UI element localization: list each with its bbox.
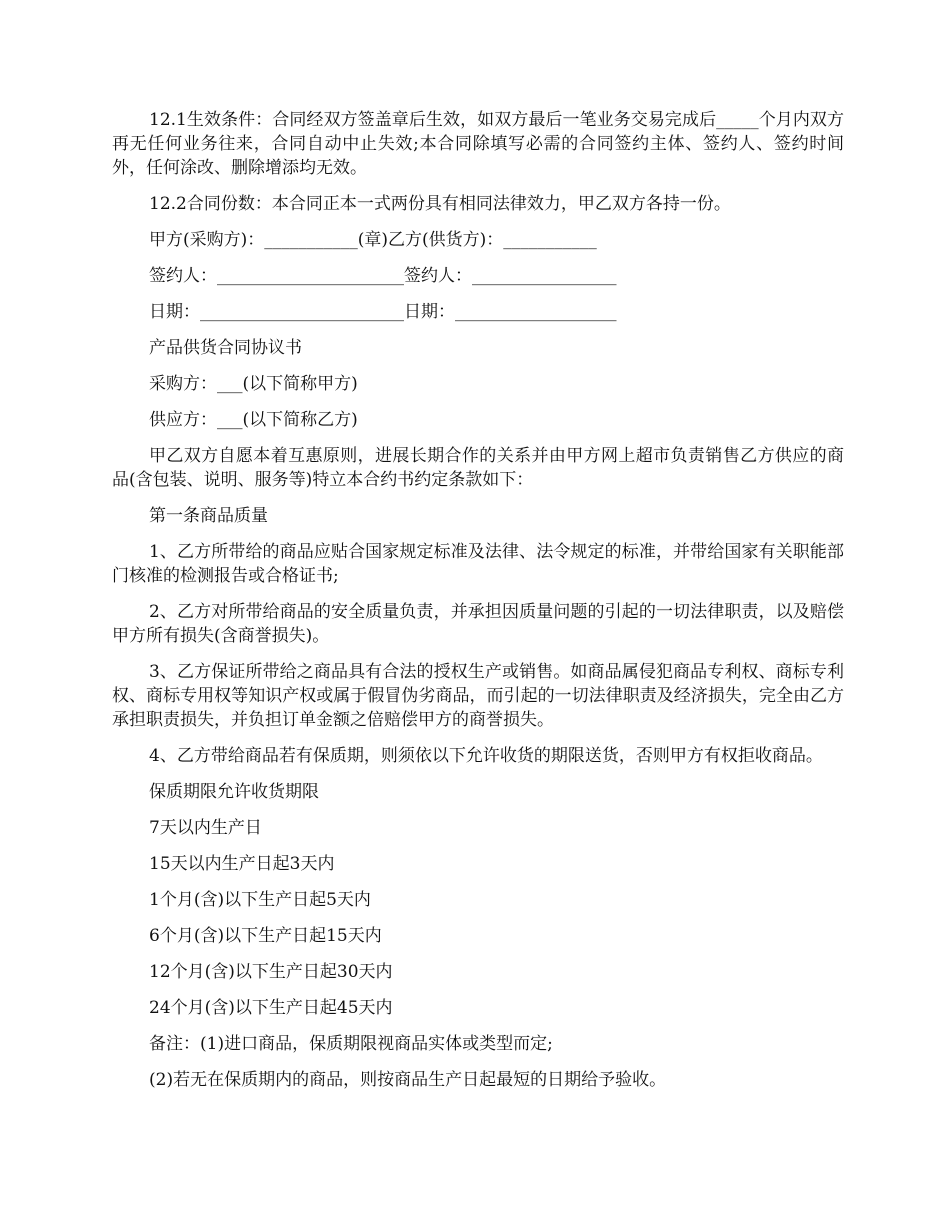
party-signature-line: 甲方(采购方)：___________(章)乙方(供货方)：___________	[149, 230, 597, 250]
date-line: 日期：________________________日期：___________________	[149, 302, 617, 322]
quality-item-2: 2、乙方对所带给商品的安全质量负责，并承担因质量问题的引起的一切法律职责，以及赔偿甲方所有损失(含商誉损失)。	[112, 602, 844, 646]
agreement-title: 产品供货合同协议书	[149, 338, 302, 358]
shelf-life-row: 24个月(含)以下生产日起45天内	[149, 998, 393, 1018]
shelf-life-header: 保质期限允许收货期限	[149, 782, 319, 802]
quality-item-4: 4、乙方带给商品若有保质期，则须依以下允许收货的期限送货，否则甲方有权拒收商品。	[149, 746, 823, 766]
article-one-heading: 第一条商品质量	[149, 506, 268, 526]
signatory-line: 签约人：______________________签约人：_________________	[149, 266, 617, 286]
shelf-life-row: 15天以内生产日起3天内	[149, 854, 335, 874]
shelf-life-row: 6个月(含)以下生产日起15天内	[149, 926, 382, 946]
supplier-line: 供应方：___(以下简称乙方)	[149, 410, 358, 430]
shelf-life-row: 12个月(含)以下生产日起30天内	[149, 962, 393, 982]
clause-12-1-effective-conditions: 12.1生效条件：合同经双方签盖章后生效，如双方最后一笔业务交易完成后_____个月内双方再无任何业务往来，合同自动中止失效;本合同除填写必需的合同签约主体、签约人、签约时间外，任何涂改、删除增添均无效。	[112, 110, 844, 178]
shelf-life-row: 1个月(含)以下生产日起5天内	[149, 890, 371, 910]
shelf-life-row: 7天以内生产日	[149, 818, 262, 838]
purchaser-line: 采购方：___(以下简称甲方)	[149, 374, 358, 394]
clause-12-2-copies: 12.2合同份数：本合同正本一式两份具有相同法律效力，甲乙双方各持一份。	[149, 194, 731, 214]
quality-item-3: 3、乙方保证所带给之商品具有合法的授权生产或销售。如商品属侵犯商品专利权、商标专利权、商标专用权等知识产权或属于假冒伪劣商品，而引起的一切法律职责及经济损失，完全由乙方承担职责损失，并负担订单金额之倍赔偿甲方的商誉损失。	[112, 662, 844, 730]
remark-note-2: (2)若无在保质期内的商品，则按商品生产日起最短的日期给予验收。	[149, 1070, 667, 1090]
remark-note-1: 备注：(1)进口商品，保质期限视商品实体或类型而定;	[149, 1034, 553, 1054]
preamble-paragraph: 甲乙双方自愿本着互惠原则，进展长期合作的关系并由甲方网上超市负责销售乙方供应的商品(含包装、说明、服务等)特立本合约书约定条款如下：	[112, 446, 844, 490]
document-page	[112, 108, 844, 1104]
quality-item-1: 1、乙方所带给的商品应贴合国家规定标准及法律、法令规定的标准，并带给国家有关职能部门核准的检测报告或合格证书;	[112, 542, 844, 586]
